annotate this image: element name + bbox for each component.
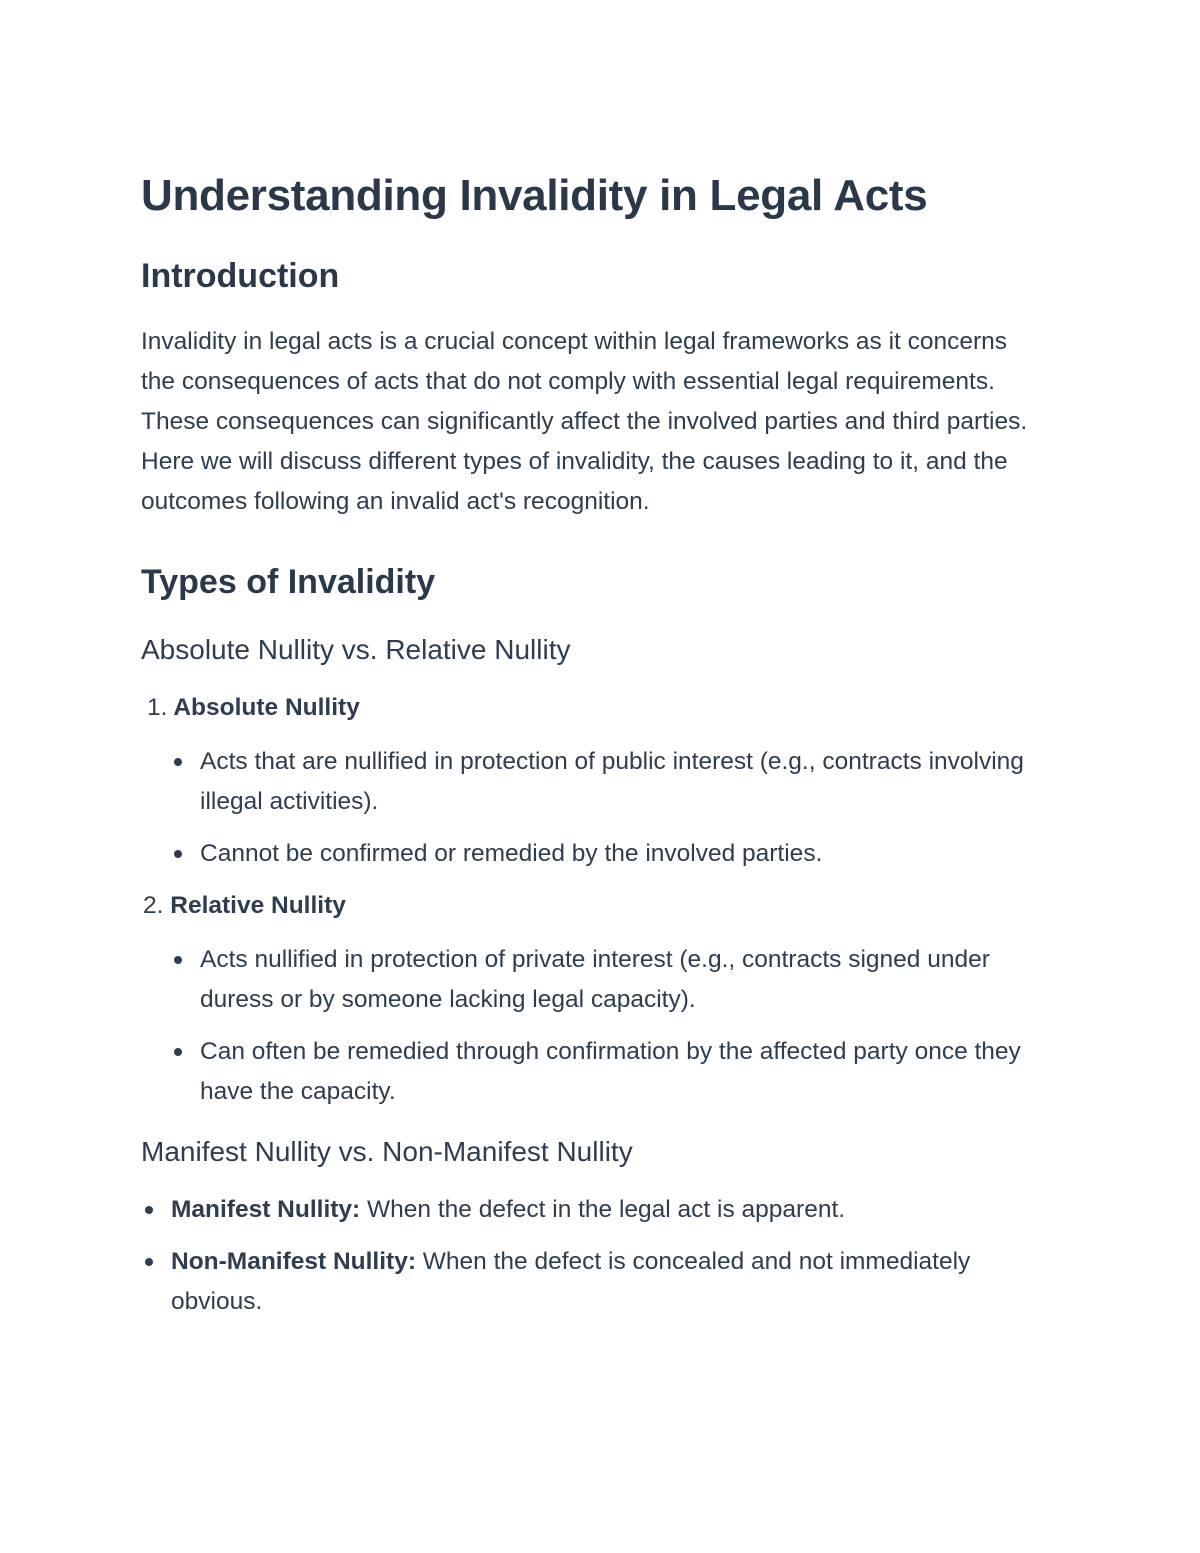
list-item-term: Manifest Nullity: <box>171 1196 361 1223</box>
bullet-icon <box>145 1206 153 1214</box>
bullet-icon <box>174 758 182 766</box>
bullet-icon <box>174 850 182 858</box>
list-item <box>200 834 1041 874</box>
list-item-text: Acts that are nullified in protection of public interest (e.g., contracts involving illegal activities). <box>200 748 1024 815</box>
list-item-text: Cannot be confirmed or remedied by the involved parties. <box>200 840 823 867</box>
bullet-icon <box>174 1048 182 1056</box>
list-number: 1. <box>147 694 168 721</box>
manifest-vs-nonmanifest-heading: Manifest Nullity vs. Non-Manifest Nullity <box>141 1136 633 1167</box>
list-number: 2. <box>143 892 164 919</box>
relative-nullity-item <box>141 888 1041 1112</box>
types-heading: Types of Invalidity <box>141 563 436 601</box>
bullet-icon <box>174 956 182 964</box>
list-item <box>171 1190 1041 1230</box>
introduction-paragraph: Invalidity in legal acts is a crucial concept within legal frameworks as it concerns the consequences of acts that do not comply with essential legal requirements. These consequences can significantly affect the involved parties and third parties. Here we will discuss different types of invalidity, the causes leading to it, and the outcomes following an invalid act's recognition. <box>141 328 1028 515</box>
bullet-icon <box>145 1258 153 1266</box>
relative-nullity-label <box>141 888 1041 924</box>
list-item <box>200 1032 1041 1112</box>
list-item-text: When the defect in the legal act is apparent. <box>360 1196 846 1223</box>
list-item <box>200 742 1041 822</box>
list-item-text: Acts nullified in protection of private interest (e.g., contracts signed under duress or by someone lacking legal capacity). <box>200 946 990 1013</box>
absolute-nullity-bullets <box>141 742 1041 874</box>
document-page <box>141 168 1041 1322</box>
list-item-label: Absolute Nullity <box>173 694 360 721</box>
list-item <box>200 940 1041 1020</box>
list-item-term: Non-Manifest Nullity: <box>171 1248 416 1275</box>
absolute-nullity-item <box>141 690 1041 874</box>
nullity-numbered-list <box>141 690 1041 1112</box>
list-item-text: When the defect is concealed and not immediately obvious. <box>171 1248 971 1315</box>
relative-nullity-bullets <box>141 940 1041 1112</box>
document-title: Understanding Invalidity in Legal Acts <box>141 171 928 220</box>
manifest-nullity-list <box>141 1190 1041 1322</box>
absolute-vs-relative-heading: Absolute Nullity vs. Relative Nullity <box>141 634 571 665</box>
absolute-nullity-label <box>141 690 1041 726</box>
list-item-text: Can often be remedied through confirmation by the affected party once they have the capacity. <box>200 1038 1021 1105</box>
list-item-label: Relative Nullity <box>170 892 346 919</box>
list-item <box>171 1242 1041 1322</box>
introduction-heading: Introduction <box>141 257 340 295</box>
